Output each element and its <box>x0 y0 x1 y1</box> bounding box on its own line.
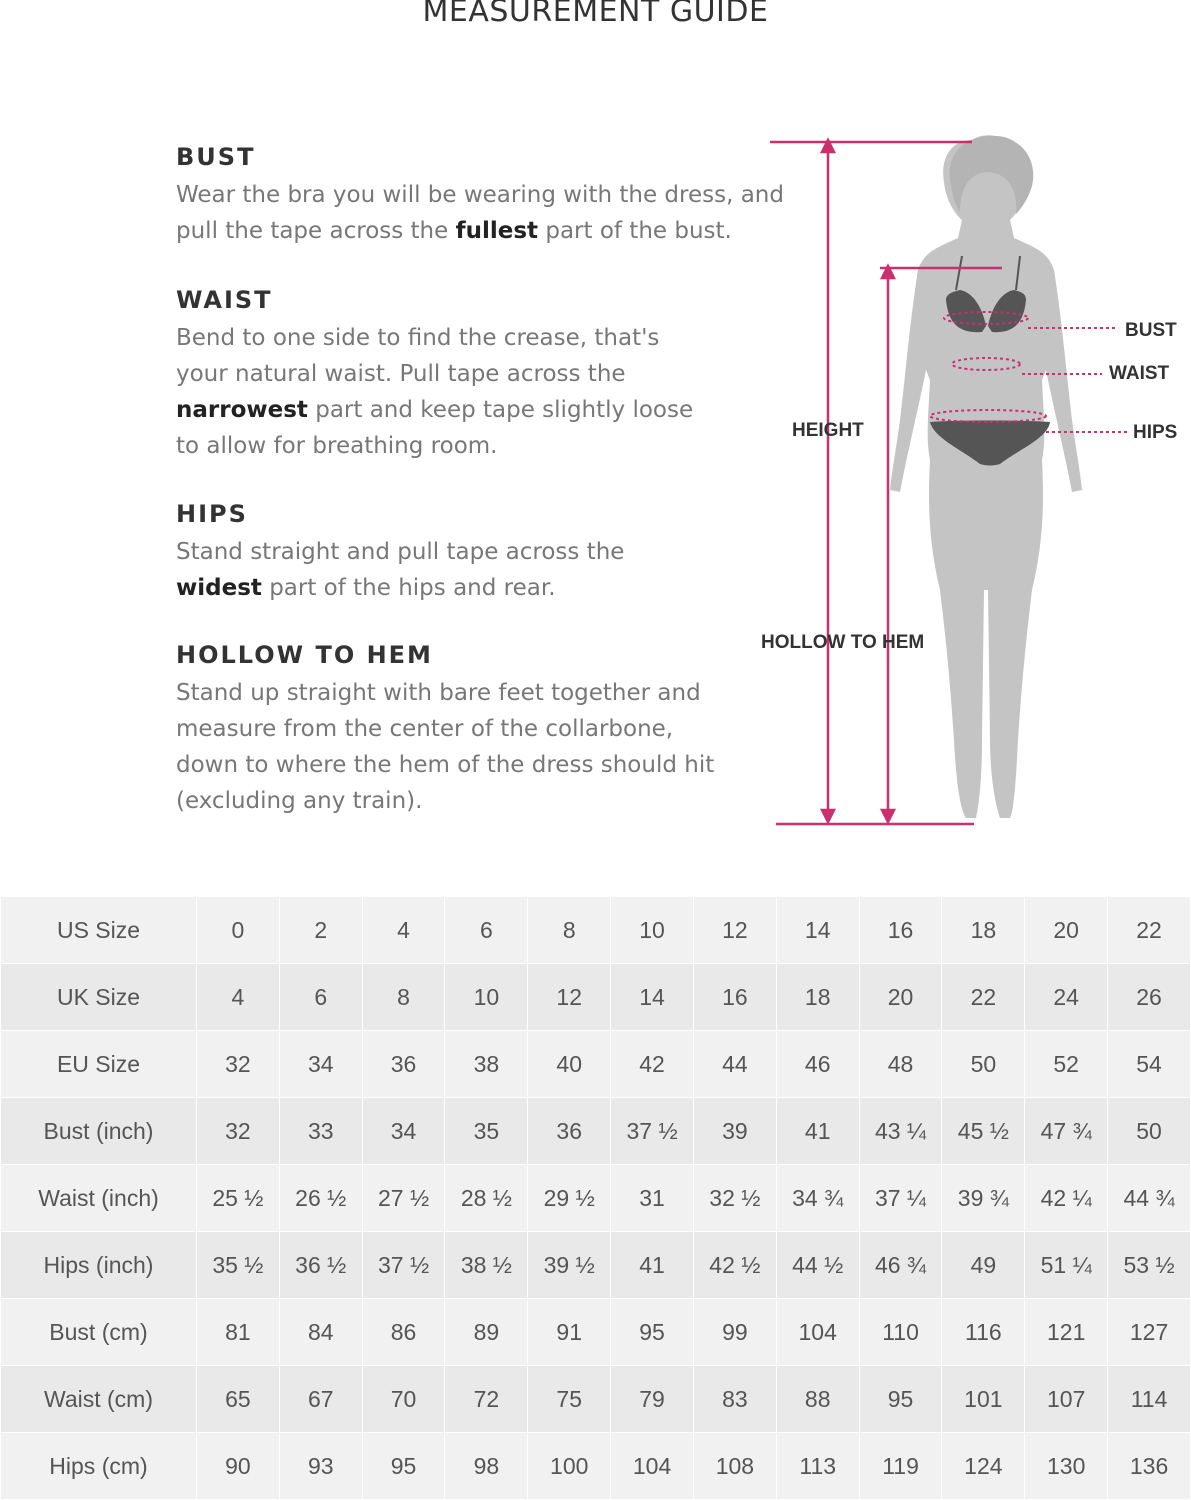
table-cell: 38 <box>445 1031 528 1098</box>
table-cell: 104 <box>776 1299 859 1366</box>
hips-text-1: Stand straight and pull tape across the <box>176 539 625 565</box>
row-header: UK Size <box>1 964 197 1031</box>
table-cell: 46 ¾ <box>859 1232 942 1299</box>
table-cell: 37 ¼ <box>859 1165 942 1232</box>
table-row <box>1 1031 1191 1098</box>
table-cell: 4 <box>362 897 445 964</box>
waist-description <box>176 320 716 464</box>
body-measurement-figure <box>750 120 1190 840</box>
table-cell: 88 <box>776 1366 859 1433</box>
table-row <box>1 1232 1191 1299</box>
table-cell: 47 ¾ <box>1025 1098 1108 1165</box>
bust-text-2: part of the bust. <box>538 218 732 244</box>
hollow-description: Stand up straight with bare feet together and measure from the center of the collarbone, down to where the hem of the dress should hit (excluding any train). <box>176 680 715 814</box>
table-cell: 36 <box>362 1031 445 1098</box>
table-cell: 18 <box>776 964 859 1031</box>
table-cell: 100 <box>528 1433 611 1500</box>
table-cell: 91 <box>528 1299 611 1366</box>
table-row <box>1 1433 1191 1500</box>
table-cell: 95 <box>611 1299 694 1366</box>
row-header: Hips (inch) <box>1 1232 197 1299</box>
body-silhouette <box>890 135 1082 818</box>
table-cell: 46 <box>776 1031 859 1098</box>
table-cell: 16 <box>693 964 776 1031</box>
table-cell: 108 <box>693 1433 776 1500</box>
table-cell: 119 <box>859 1433 942 1500</box>
table-cell: 86 <box>362 1299 445 1366</box>
table-cell: 53 ½ <box>1108 1232 1191 1299</box>
table-cell: 113 <box>776 1433 859 1500</box>
row-header: EU Size <box>1 1031 197 1098</box>
row-header: Waist (inch) <box>1 1165 197 1232</box>
table-cell: 70 <box>362 1366 445 1433</box>
table-cell: 44 ¾ <box>1108 1165 1191 1232</box>
table-cell: 52 <box>1025 1031 1108 1098</box>
table-cell: 22 <box>942 964 1025 1031</box>
page-title: MEASUREMENT GUIDE <box>422 0 769 29</box>
table-cell: 95 <box>362 1433 445 1500</box>
table-cell: 84 <box>279 1299 362 1366</box>
hips-label: HIPS <box>1133 422 1178 443</box>
hips-heading: HIPS <box>176 500 248 528</box>
waist-label: WAIST <box>1109 363 1170 384</box>
table-cell: 51 ¼ <box>1025 1232 1108 1299</box>
bust-label: BUST <box>1125 320 1177 341</box>
table-cell: 6 <box>445 897 528 964</box>
hollow-section <box>176 641 736 819</box>
table-cell: 20 <box>859 964 942 1031</box>
table-cell: 110 <box>859 1299 942 1366</box>
table-cell: 114 <box>1108 1366 1191 1433</box>
table-cell: 41 <box>611 1232 694 1299</box>
table-cell: 36 <box>528 1098 611 1165</box>
bust-section <box>176 143 826 249</box>
table-cell: 98 <box>445 1433 528 1500</box>
table-cell: 39 ¾ <box>942 1165 1025 1232</box>
row-header: Hips (cm) <box>1 1433 197 1500</box>
bust-text-1: Wear the bra you will be wearing with the dress, and pull the tape across the <box>176 182 784 244</box>
table-cell: 34 <box>362 1098 445 1165</box>
table-cell: 35 <box>445 1098 528 1165</box>
table-cell: 6 <box>279 964 362 1031</box>
table-cell: 22 <box>1108 897 1191 964</box>
table-cell: 116 <box>942 1299 1025 1366</box>
table-cell: 72 <box>445 1366 528 1433</box>
table-cell: 28 ½ <box>445 1165 528 1232</box>
table-cell: 79 <box>611 1366 694 1433</box>
table-cell: 49 <box>942 1232 1025 1299</box>
table-cell: 35 ½ <box>197 1232 280 1299</box>
table-row <box>1 897 1191 964</box>
hips-description <box>176 534 656 606</box>
table-cell: 67 <box>279 1366 362 1433</box>
table-cell: 50 <box>1108 1098 1191 1165</box>
waist-section <box>176 286 716 464</box>
table-cell: 25 ½ <box>197 1165 280 1232</box>
table-cell: 81 <box>197 1299 280 1366</box>
table-cell: 29 ½ <box>528 1165 611 1232</box>
hips-text-2: part of the hips and rear. <box>261 575 556 601</box>
table-cell: 31 <box>611 1165 694 1232</box>
table-cell: 10 <box>445 964 528 1031</box>
table-cell: 127 <box>1108 1299 1191 1366</box>
bust-bold: fullest <box>455 218 539 244</box>
size-chart-table <box>0 896 1191 1500</box>
table-cell: 38 ½ <box>445 1232 528 1299</box>
table-cell: 42 ¼ <box>1025 1165 1108 1232</box>
table-cell: 16 <box>859 897 942 964</box>
table-cell: 41 <box>776 1098 859 1165</box>
table-cell: 93 <box>279 1433 362 1500</box>
table-cell: 37 ½ <box>362 1232 445 1299</box>
height-label: HEIGHT <box>792 420 864 441</box>
table-cell: 2 <box>279 897 362 964</box>
table-cell: 24 <box>1025 964 1108 1031</box>
table-cell: 14 <box>611 964 694 1031</box>
table-cell: 32 <box>197 1098 280 1165</box>
table-cell: 34 <box>279 1031 362 1098</box>
hollow-to-hem-label: HOLLOW TO HEM <box>761 632 925 653</box>
table-cell: 26 <box>1108 964 1191 1031</box>
waist-bold: narrowest <box>176 397 308 423</box>
table-cell: 44 <box>693 1031 776 1098</box>
table-cell: 104 <box>611 1433 694 1500</box>
table-cell: 90 <box>197 1433 280 1500</box>
table-cell: 89 <box>445 1299 528 1366</box>
table-cell: 101 <box>942 1366 1025 1433</box>
waist-text-1: Bend to one side to find the crease, that's your natural waist. Pull tape across the <box>176 325 660 387</box>
table-cell: 107 <box>1025 1366 1108 1433</box>
table-cell: 27 ½ <box>362 1165 445 1232</box>
table-cell: 33 <box>279 1098 362 1165</box>
table-cell: 136 <box>1108 1433 1191 1500</box>
hollow-heading: HOLLOW TO HEM <box>176 641 433 669</box>
table-cell: 42 <box>611 1031 694 1098</box>
table-cell: 44 ½ <box>776 1232 859 1299</box>
table-cell: 45 ½ <box>942 1098 1025 1165</box>
table-cell: 124 <box>942 1433 1025 1500</box>
waist-heading: WAIST <box>176 286 273 314</box>
table-cell: 34 ¾ <box>776 1165 859 1232</box>
bust-heading: BUST <box>176 143 256 171</box>
table-row <box>1 1098 1191 1165</box>
table-cell: 12 <box>528 964 611 1031</box>
table-cell: 32 <box>197 1031 280 1098</box>
table-cell: 4 <box>197 964 280 1031</box>
table-cell: 99 <box>693 1299 776 1366</box>
table-cell: 40 <box>528 1031 611 1098</box>
table-cell: 43 ¼ <box>859 1098 942 1165</box>
table-cell: 39 <box>693 1098 776 1165</box>
table-row <box>1 1366 1191 1433</box>
table-cell: 14 <box>776 897 859 964</box>
table-cell: 75 <box>528 1366 611 1433</box>
table-cell: 8 <box>528 897 611 964</box>
table-cell: 37 ½ <box>611 1098 694 1165</box>
table-cell: 54 <box>1108 1031 1191 1098</box>
table-cell: 95 <box>859 1366 942 1433</box>
row-header: Bust (inch) <box>1 1098 197 1165</box>
row-header: Bust (cm) <box>1 1299 197 1366</box>
table-cell: 8 <box>362 964 445 1031</box>
waist-text-2: part and keep tape slightly loose to allow for breathing room. <box>176 397 694 459</box>
table-cell: 18 <box>942 897 1025 964</box>
hips-section <box>176 500 656 606</box>
table-row <box>1 1299 1191 1366</box>
table-cell: 12 <box>693 897 776 964</box>
table-cell: 50 <box>942 1031 1025 1098</box>
table-cell: 48 <box>859 1031 942 1098</box>
table-cell: 26 ½ <box>279 1165 362 1232</box>
table-cell: 39 ½ <box>528 1232 611 1299</box>
table-row <box>1 964 1191 1031</box>
table-cell: 36 ½ <box>279 1232 362 1299</box>
row-header: US Size <box>1 897 197 964</box>
table-cell: 10 <box>611 897 694 964</box>
table-cell: 20 <box>1025 897 1108 964</box>
table-cell: 65 <box>197 1366 280 1433</box>
row-header: Waist (cm) <box>1 1366 197 1433</box>
table-row <box>1 1165 1191 1232</box>
table-cell: 32 ½ <box>693 1165 776 1232</box>
table-cell: 0 <box>197 897 280 964</box>
table-cell: 130 <box>1025 1433 1108 1500</box>
table-cell: 42 ½ <box>693 1232 776 1299</box>
bust-description <box>176 177 826 249</box>
table-cell: 121 <box>1025 1299 1108 1366</box>
table-cell: 83 <box>693 1366 776 1433</box>
hips-bold: widest <box>176 575 262 601</box>
